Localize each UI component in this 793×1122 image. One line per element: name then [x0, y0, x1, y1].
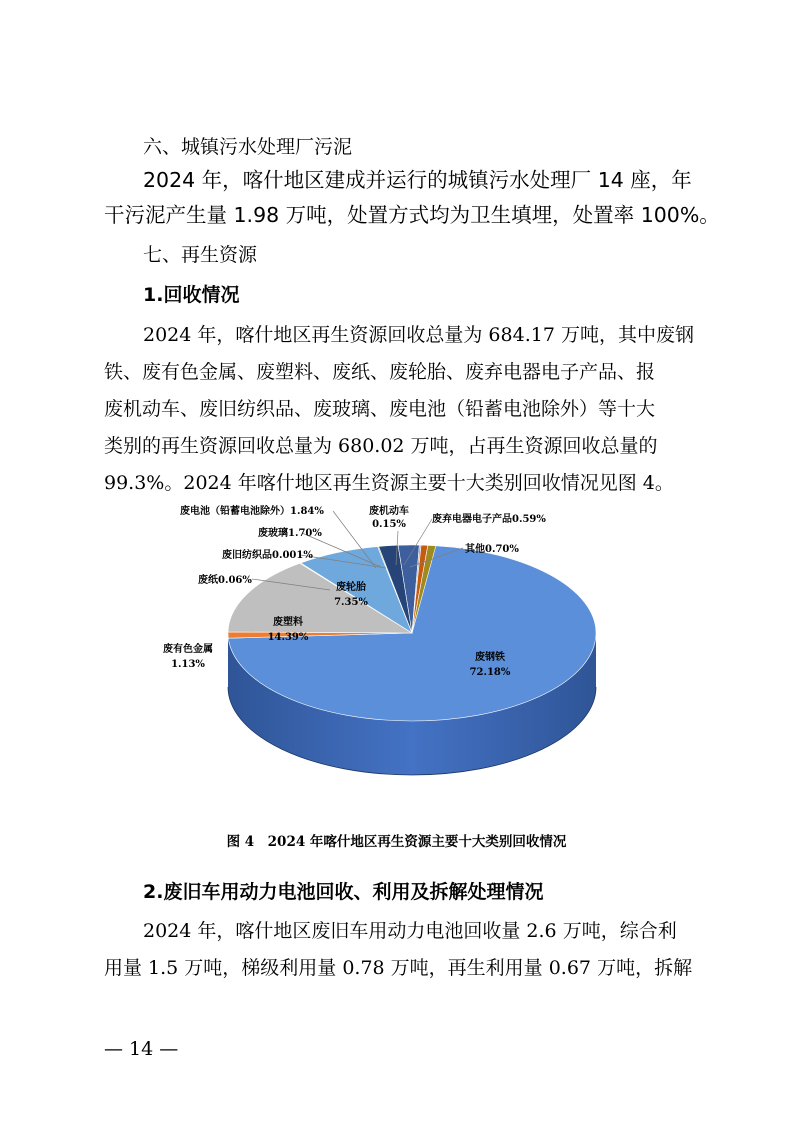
label-plastic-value: 14.39% — [267, 632, 309, 643]
label-tire-name: 废轮胎 — [336, 582, 366, 593]
section-7-paragraph-line-1: 2024 年，喀什地区再生资源回收总量为 684.17 万吨，其中废钢 — [143, 324, 694, 346]
section-6-paragraph-line-1: 2024 年，喀什地区建成并运行的城镇污水处理厂 14 座，年 — [143, 168, 692, 192]
label-plastic-name: 废塑料 — [273, 617, 303, 628]
label-vehicle-value: 0.15% — [372, 519, 406, 530]
label-battery: 废电池（铅蓄电池除外）1.84% — [180, 506, 324, 517]
label-tire-value: 7.35% — [334, 597, 368, 608]
section-6-heading: 六、城镇污水处理厂污泥 — [143, 136, 353, 158]
label-vehicle-name: 废机动车 — [369, 506, 409, 517]
figure-caption: 图 4 2024 年喀什地区再生资源主要十大类别回收情况 — [226, 834, 567, 850]
label-nonferrous-name: 废有色金属 — [163, 644, 213, 655]
subsection-2-heading: 2.废旧车用动力电池回收、利用及拆解处理情况 — [143, 881, 544, 903]
section-7-heading: 七、再生资源 — [143, 244, 258, 266]
section-6-paragraph-line-2: 干污泥产生量 1.98 万吨，处置方式均为卫生填埋，处置率 100%。 — [104, 203, 720, 227]
recycling-pie-chart — [0, 495, 793, 825]
section-7-paragraph-line-5: 99.3%。2024 年喀什地区再生资源主要十大类别回收情况见图 4。 — [104, 472, 674, 494]
label-nonferrous-value: 1.13% — [171, 659, 205, 670]
label-steel-value: 72.18% — [469, 667, 511, 678]
subsection-1-heading: 1.回收情况 — [143, 284, 240, 306]
label-textile: 废旧纺织品0.001% — [222, 550, 313, 561]
section-7-paragraph-line-3: 废机动车、废旧纺织品、废玻璃、废电池（铅蓄电池除外）等十大 — [104, 398, 656, 420]
section-7-paragraph-line-4: 类别的再生资源回收总量为 680.02 万吨，占再生资源回收总量的 — [104, 435, 658, 457]
label-eee: 废弃电器电子产品0.59% — [432, 514, 546, 525]
pie-chart-svg — [0, 495, 793, 825]
label-other: 其他0.70% — [465, 544, 519, 555]
subsection-2-paragraph-line-2: 用量 1.5 万吨，梯级利用量 0.78 万吨，再生利用量 0.67 万吨，拆解 — [104, 957, 693, 979]
label-paper: 废纸0.06% — [198, 575, 252, 586]
label-steel-name: 废钢铁 — [475, 652, 505, 663]
page-number: — 14 — — [104, 1038, 179, 1060]
label-glass: 废玻璃1.70% — [258, 528, 322, 539]
subsection-2-paragraph-line-1: 2024 年，喀什地区废旧车用动力电池回收量 2.6 万吨，综合利 — [143, 920, 677, 942]
section-7-paragraph-line-2: 铁、废有色金属、废塑料、废纸、废轮胎、废弃电器电子产品、报 — [104, 361, 656, 383]
